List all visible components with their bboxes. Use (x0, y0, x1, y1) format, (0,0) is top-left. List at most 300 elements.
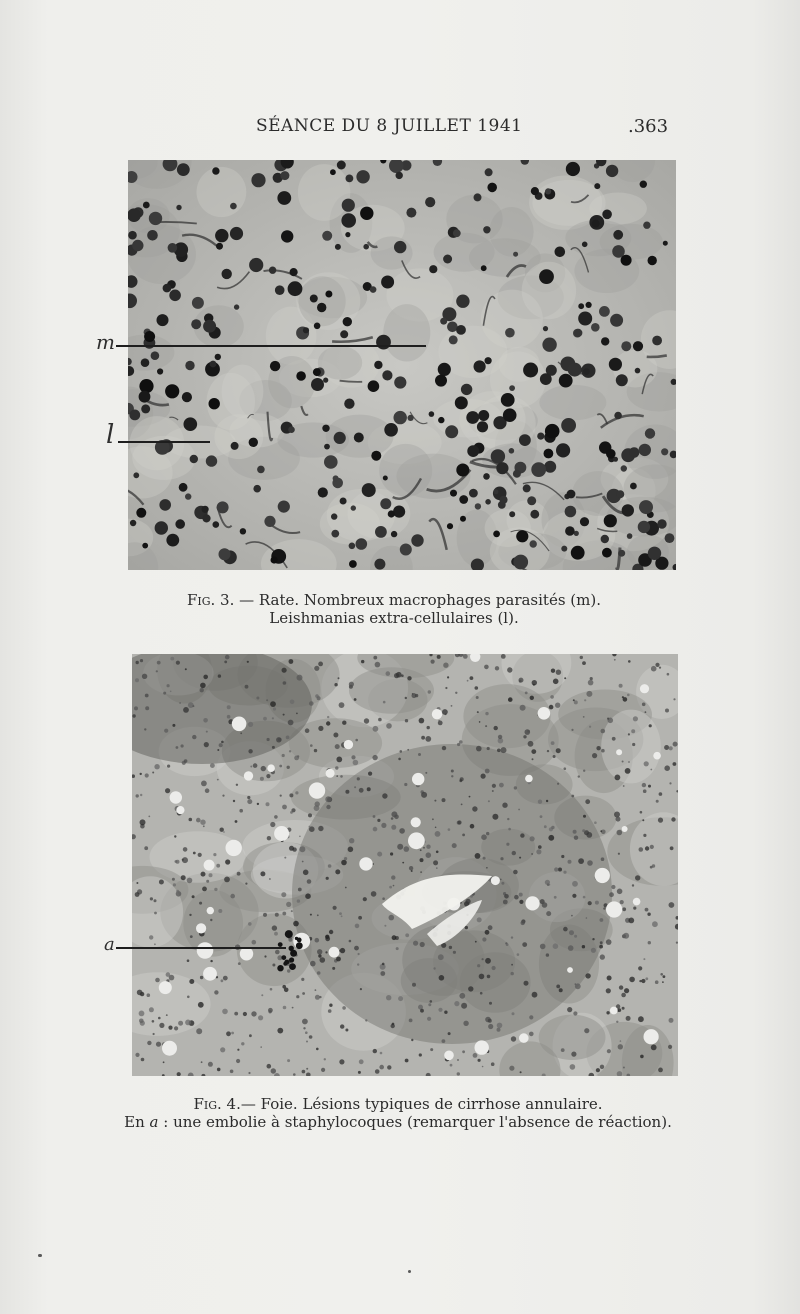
figure-3-caption-line-1 (0, 591, 794, 610)
tissue-granule (267, 836, 271, 840)
tissue-patch (489, 207, 533, 257)
tissue-granule (427, 726, 430, 729)
tissue-granule (643, 789, 647, 793)
tissue-granule (286, 902, 291, 907)
tissue-granule (328, 864, 332, 868)
tissue-granule (453, 951, 456, 954)
tissue-granule (551, 826, 554, 829)
tissue-granule (492, 790, 494, 792)
tissue-granule (438, 721, 443, 726)
reticular-fibre (647, 355, 667, 357)
tissue-granule (210, 763, 215, 768)
tissue-granule (669, 902, 675, 908)
tissue-granule (393, 885, 395, 887)
fat-vacuole (475, 1040, 489, 1054)
spleen-micrograph-image (128, 160, 676, 570)
tissue-granule (507, 667, 512, 672)
cell-nucleus (544, 461, 556, 473)
embolus-cluster (296, 942, 303, 949)
cell-nucleus (136, 508, 146, 518)
cell-nucleus (344, 399, 354, 409)
tissue-granule (504, 894, 509, 899)
tissue-granule (572, 881, 578, 887)
tissue-granule (449, 946, 452, 949)
embolus-cluster (289, 946, 294, 951)
tissue-granule (573, 1011, 577, 1015)
tissue-granule (501, 747, 507, 753)
tissue-granule (519, 680, 522, 683)
fat-vacuole (240, 947, 253, 960)
tissue-granule (620, 1040, 622, 1042)
tissue-granule (553, 943, 559, 949)
embolus-cluster (281, 955, 286, 960)
tissue-granule (642, 703, 646, 707)
tissue-granule (373, 815, 376, 818)
tissue-granule (309, 1035, 313, 1039)
tissue-patch (299, 276, 346, 326)
cell-nucleus (616, 490, 624, 498)
cell-nucleus (478, 410, 489, 421)
tissue-granule (326, 721, 330, 725)
fat-vacuole (204, 860, 215, 871)
tissue-granule (154, 943, 156, 945)
tissue-granule (642, 783, 646, 787)
tissue-granule (275, 913, 279, 917)
tissue-granule (281, 892, 286, 897)
tissue-granule (399, 828, 405, 834)
tissue-granule (226, 1031, 231, 1036)
fat-vacuole (432, 709, 442, 719)
tissue-granule (589, 726, 591, 728)
tissue-granule (614, 659, 616, 661)
cell-nucleus (157, 368, 163, 374)
cell-nucleus (270, 361, 280, 371)
cell-nucleus (425, 197, 435, 207)
tissue-granule (529, 1015, 533, 1019)
cell-nucleus (303, 327, 309, 333)
cell-nucleus (240, 528, 246, 534)
tissue-granule (652, 921, 658, 927)
tissue-granule (318, 662, 323, 667)
tissue-granule (624, 988, 629, 993)
tissue-granule (645, 711, 647, 713)
tissue-granule (407, 749, 409, 751)
tissue-granule (154, 912, 157, 915)
tissue-granule (222, 795, 224, 797)
tissue-granule (136, 794, 139, 797)
tissue-granule (221, 979, 224, 982)
tissue-granule (669, 746, 673, 750)
cell-nucleus (346, 175, 354, 183)
tissue-granule (396, 947, 399, 950)
tissue-granule (645, 908, 649, 912)
tissue-granule (135, 678, 139, 682)
tissue-granule (389, 886, 392, 889)
tissue-granule (502, 803, 507, 808)
tissue-granule (600, 954, 605, 959)
tissue-granule (412, 983, 416, 987)
tissue-granule (479, 974, 485, 980)
tissue-granule (268, 1008, 273, 1013)
tissue-granule (617, 1008, 621, 1012)
tissue-granule (583, 770, 585, 772)
cell-nucleus (450, 490, 457, 497)
tissue-granule (329, 930, 333, 934)
tissue-granule (270, 988, 273, 991)
tissue-granule (665, 709, 669, 713)
cell-nucleus (356, 538, 368, 550)
tissue-granule (506, 943, 509, 946)
tissue-granule (405, 719, 408, 722)
cell-nucleus (341, 213, 356, 228)
tissue-granule (231, 1032, 234, 1035)
tissue-granule (639, 980, 641, 982)
tissue-granule (367, 787, 371, 791)
tissue-granule (315, 801, 320, 806)
tissue-granule (335, 744, 340, 749)
tissue-granule (301, 978, 304, 981)
tissue-granule (492, 784, 496, 788)
tissue-granule (641, 979, 645, 983)
tissue-granule (306, 1068, 308, 1070)
tissue-granule (517, 953, 520, 956)
tissue-granule (260, 871, 265, 876)
cell-nucleus (384, 423, 398, 437)
tissue-granule (349, 682, 354, 687)
cell-nucleus (130, 520, 136, 526)
tissue-granule (210, 960, 212, 962)
cell-nucleus (206, 455, 217, 466)
tissue-granule (574, 700, 578, 704)
cell-nucleus (149, 212, 162, 225)
tissue-granule (290, 811, 293, 814)
fat-vacuole (408, 832, 425, 849)
tissue-granule (404, 846, 410, 852)
cell-nucleus (523, 484, 531, 492)
tissue-granule (663, 975, 666, 978)
tissue-granule (640, 811, 643, 814)
tissue-granule (532, 680, 537, 685)
tissue-granule (437, 655, 441, 659)
tissue-granule (287, 969, 290, 972)
cell-nucleus (516, 530, 528, 542)
cell-nucleus (602, 548, 612, 558)
tissue-granule (145, 706, 149, 710)
tissue-granule (519, 857, 521, 859)
tissue-granule (345, 790, 349, 794)
tissue-granule (596, 1068, 600, 1072)
cell-nucleus (630, 483, 637, 490)
tissue-granule (488, 925, 493, 930)
cell-nucleus (191, 319, 201, 329)
tissue-granule (353, 760, 359, 766)
cell-nucleus (481, 265, 487, 271)
tissue-granule (482, 958, 484, 960)
tissue-granule (198, 853, 202, 857)
cell-nucleus (396, 172, 403, 179)
tissue-granule (662, 981, 664, 983)
cell-nucleus (376, 335, 391, 350)
cell-nucleus (493, 531, 500, 538)
fat-vacuole (525, 896, 539, 910)
tissue-granule (607, 1049, 611, 1053)
cell-nucleus (604, 514, 617, 527)
tissue-granule (358, 953, 360, 955)
tissue-granule (623, 785, 625, 787)
cell-nucleus (349, 543, 356, 550)
figure-3-label: Fig. 3. (186, 591, 235, 609)
tissue-granule (196, 818, 201, 823)
tissue-granule (571, 795, 574, 798)
tissue-granule (287, 766, 290, 769)
tissue-granule (497, 1023, 503, 1029)
tissue-granule (155, 978, 160, 983)
tissue-granule (225, 655, 230, 660)
tissue-granule (638, 966, 642, 970)
tissue-granule (571, 915, 573, 917)
tissue-granule (457, 743, 460, 746)
tissue-granule (203, 718, 208, 723)
tissue-granule (391, 825, 396, 830)
tissue-granule (315, 995, 320, 1000)
tissue-granule (599, 945, 603, 949)
tissue-granule (279, 765, 282, 768)
tissue-granule (193, 852, 196, 855)
tissue-granule (639, 847, 644, 852)
tissue-granule (379, 1065, 384, 1070)
tissue-granule (650, 769, 652, 771)
cell-nucleus (331, 530, 339, 538)
tissue-granule (203, 675, 208, 680)
tissue-granule (546, 953, 549, 956)
tissue-granule (377, 819, 380, 822)
cell-nucleus (445, 425, 458, 438)
cell-nucleus (438, 417, 444, 423)
tissue-granule (317, 971, 321, 975)
cell-nucleus (381, 276, 394, 289)
tissue-granule (298, 888, 302, 892)
tissue-granule (360, 988, 362, 990)
tissue-granule (266, 774, 270, 778)
tissue-granule (142, 674, 147, 679)
tissue-granule (221, 741, 224, 744)
tissue-granule (140, 773, 142, 775)
tissue-granule (497, 1028, 501, 1032)
cell-nucleus (571, 546, 585, 560)
tissue-granule (334, 683, 337, 686)
cell-nucleus (169, 290, 181, 302)
tissue-granule (203, 825, 205, 827)
cell-nucleus (429, 411, 435, 417)
tissue-granule (525, 729, 531, 735)
cell-nucleus (288, 281, 303, 296)
tissue-granule (642, 819, 644, 821)
tissue-granule (253, 763, 258, 768)
tissue-granule (333, 733, 338, 738)
cell-nucleus (210, 361, 217, 368)
tissue-granule (192, 705, 194, 707)
tissue-granule (310, 744, 313, 747)
tissue-granule (447, 676, 449, 678)
tissue-granule (280, 795, 282, 797)
cell-nucleus (648, 547, 661, 560)
fat-vacuole (176, 806, 184, 814)
tissue-granule (501, 882, 504, 885)
embolus-cluster (289, 957, 294, 962)
tissue-granule (497, 749, 501, 753)
tissue-granule (188, 702, 194, 708)
cell-nucleus (592, 220, 600, 228)
embolus-cluster (291, 950, 294, 953)
tissue-granule (420, 942, 425, 947)
tissue-granule (368, 772, 372, 776)
tissue-granule (375, 662, 381, 668)
tissue-granule (297, 899, 300, 902)
tissue-granule (448, 1032, 451, 1035)
tissue-granule (567, 1007, 572, 1012)
tissue-granule (564, 767, 567, 770)
cell-nucleus (335, 244, 341, 250)
tissue-granule (435, 831, 441, 837)
tissue-granule (644, 761, 649, 766)
tissue-granule (612, 737, 616, 741)
cell-nucleus (601, 337, 609, 345)
tissue-granule (486, 867, 488, 869)
tissue-granule (317, 696, 321, 700)
figure-3-caption-line-2: Leishmanias extra-cellulaires (l). (269, 609, 519, 627)
tissue-granule (354, 698, 357, 701)
cell-nucleus (447, 523, 453, 529)
tissue-granule (592, 938, 594, 940)
cell-nucleus (408, 415, 414, 421)
tissue-granule (542, 902, 548, 908)
tissue-granule (345, 1029, 348, 1032)
tissue-granule (628, 733, 630, 735)
tissue-granule (258, 1015, 263, 1020)
tissue-granule (580, 656, 583, 659)
tissue-granule (283, 681, 287, 685)
cell-nucleus (151, 351, 160, 360)
tissue-granule (236, 784, 238, 786)
tissue-granule (372, 755, 377, 760)
tissue-granule (159, 880, 164, 885)
tissue-granule (582, 661, 586, 665)
tissue-granule (472, 806, 477, 811)
tissue-granule (340, 775, 343, 778)
tissue-granule (475, 941, 477, 943)
cell-nucleus (578, 303, 584, 309)
tissue-granule (656, 800, 659, 803)
tissue-granule (488, 1024, 493, 1029)
tissue-granule (529, 1032, 534, 1037)
cell-nucleus (363, 244, 369, 250)
tissue-granule (181, 875, 186, 880)
tissue-granule (327, 716, 329, 718)
fat-vacuole (196, 923, 206, 933)
tissue-granule (263, 717, 267, 721)
tissue-granule (204, 742, 209, 747)
tissue-granule (282, 912, 286, 916)
tissue-granule (530, 836, 535, 841)
tissue-granule (668, 1045, 672, 1049)
tissue-granule (210, 919, 212, 921)
tissue-granule (436, 851, 439, 854)
cell-nucleus (184, 417, 198, 431)
cell-nucleus (523, 363, 538, 378)
tissue-granule (438, 954, 444, 960)
tissue-patch (539, 385, 606, 421)
tissue-granule (622, 907, 626, 911)
tissue-granule (488, 800, 490, 802)
cell-nucleus (231, 442, 239, 450)
tissue-granule (257, 803, 259, 805)
tissue-granule (222, 1009, 228, 1015)
tissue-granule (201, 1061, 203, 1063)
tissue-granule (321, 1068, 325, 1072)
tissue-granule (628, 660, 631, 663)
cell-nucleus (182, 392, 192, 402)
tissue-granule (391, 817, 394, 820)
tissue-granule (187, 996, 190, 999)
cell-nucleus (157, 314, 169, 326)
tissue-granule (648, 785, 651, 788)
tissue-granule (248, 749, 252, 753)
tissue-granule (299, 846, 305, 852)
fat-vacuole (444, 1051, 454, 1061)
tissue-granule (318, 726, 323, 731)
tissue-granule (214, 990, 218, 994)
tissue-granule (187, 878, 193, 884)
tissue-granule (586, 917, 588, 919)
tissue-granule (572, 894, 576, 898)
tissue-granule (442, 709, 448, 715)
tissue-granule (184, 759, 188, 763)
tissue-granule (303, 1027, 305, 1029)
tissue-granule (673, 762, 677, 766)
tissue-granule (306, 1041, 308, 1043)
tissue-granule (643, 834, 646, 837)
tissue-granule (583, 896, 586, 899)
tissue-granule (658, 1068, 663, 1073)
tissue-granule (457, 1059, 459, 1061)
tissue-granule (284, 857, 286, 859)
tissue-granule (277, 1028, 283, 1034)
cell-nucleus (142, 543, 148, 549)
tissue-granule (178, 1021, 183, 1026)
cell-nucleus (253, 485, 261, 493)
tissue-granule (275, 950, 280, 955)
tissue-granule (500, 879, 502, 881)
tissue-granule (407, 676, 411, 680)
tissue-granule (645, 977, 648, 980)
marker-a: a (104, 934, 115, 955)
cell-nucleus (374, 361, 382, 369)
tissue-granule (209, 873, 213, 877)
cell-nucleus (215, 229, 228, 242)
tissue-patch (463, 684, 550, 748)
cell-nucleus (469, 489, 478, 498)
tissue-granule (156, 670, 158, 672)
tissue-granule (140, 659, 143, 662)
tissue-granule (609, 892, 614, 897)
tissue-granule (617, 889, 623, 895)
cell-nucleus (652, 336, 662, 346)
cell-nucleus (325, 291, 332, 298)
tissue-granule (476, 746, 482, 752)
tissue-granule (620, 900, 624, 904)
tissue-granule (462, 1050, 465, 1053)
cell-nucleus (586, 302, 592, 308)
